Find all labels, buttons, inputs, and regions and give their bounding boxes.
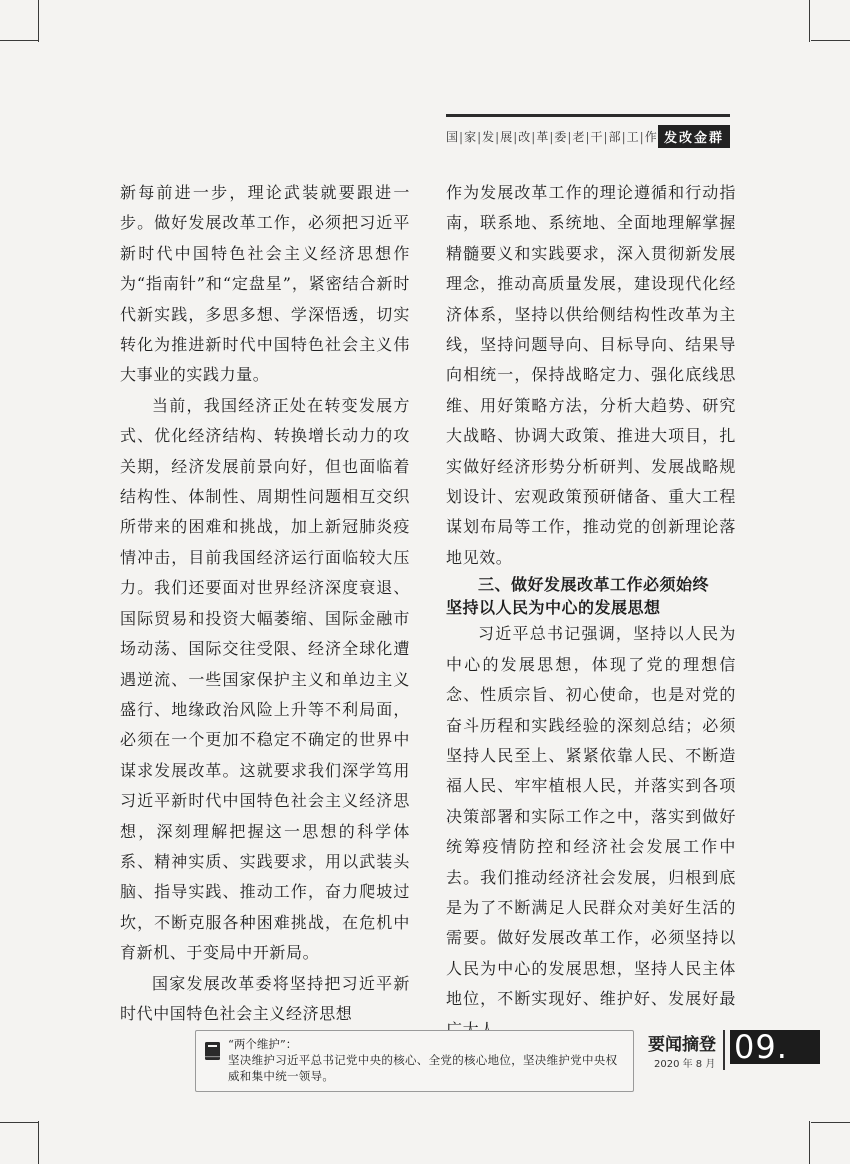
crop-mark xyxy=(0,40,38,41)
crop-mark xyxy=(0,1122,38,1123)
org-char: 作 xyxy=(644,129,657,144)
crop-mark xyxy=(811,40,850,41)
org-char: 革 xyxy=(536,129,549,144)
paragraph: 新每前进一步，理论武装就要跟进一步。做好发展改革工作，必须把习近平新时代中国特色社会主义经济思想作为“指南针”和“定盘星”，紧密结合新时代新实践，多思多想、学深悟透，切实转化为推进新时代中国特色社会主义伟大事业的实践力量。 xyxy=(120,183,410,385)
crop-mark xyxy=(38,0,39,42)
org-char: 老 xyxy=(572,129,585,144)
org-char: 干 xyxy=(590,129,603,144)
page-number: 09. xyxy=(730,1030,820,1064)
brand-logo: 发改金群 xyxy=(658,125,730,148)
organization-name xyxy=(446,128,657,145)
separator: | xyxy=(513,129,518,144)
left-column xyxy=(120,178,410,1029)
separator: | xyxy=(603,129,608,144)
crop-mark xyxy=(809,0,810,42)
footer-divider xyxy=(723,1030,725,1070)
crop-mark xyxy=(809,1121,810,1164)
separator: | xyxy=(531,129,536,144)
separator: | xyxy=(549,129,554,144)
separator: | xyxy=(459,129,464,144)
header-rule xyxy=(446,114,730,117)
org-char: 委 xyxy=(554,129,567,144)
org-char: 展 xyxy=(500,129,513,144)
org-char: 家 xyxy=(464,129,477,144)
issue-date: 2020 年 8 月 xyxy=(654,1059,716,1070)
crop-mark xyxy=(811,1122,850,1123)
note-title: “两个维护”： xyxy=(228,1037,298,1051)
org-char: 改 xyxy=(518,129,531,144)
separator: | xyxy=(639,129,644,144)
section-heading: 坚持以人民为中心的发展思想 xyxy=(446,598,661,618)
paragraph: 当前，我国经济正处在转变发展方式、优化经济结构、转换增长动力的攻关期，经济发展前景向好，但也面临着结构性、体制性、周期性问题相互交织所带来的困难和挑战，加上新冠肺炎疫情冲击，目前我国经济运行面临较大压力。我们还要面对世界经济深度衰退、国际贸易和投资大幅萎缩、国际金融市场动荡、国际交往受限、经济全球化遭遇逆流、一些国家保护主义和单边主义盛行、地缘政治风险上升等不利局面，必须在一个更加不稳定不确定的世界中谋求发展改革。这就要求我们深学笃用习近平新时代中国特色社会主义经济思想，深刻理解把握这一思想的科学体系、精神实质、实践要求，用以武装头脑、指导实践、推动工作，奋力爬坡过坎，不断克服各种困难挑战，在危机中育新机、于变局中开新局。 xyxy=(120,395,410,963)
section-label: 要闻摘登 xyxy=(648,1035,716,1055)
right-column xyxy=(446,178,736,1045)
org-char: 国 xyxy=(446,129,459,144)
running-header xyxy=(446,124,730,148)
crop-mark xyxy=(38,1121,39,1164)
separator: | xyxy=(585,129,590,144)
separator: | xyxy=(495,129,500,144)
note-text: 坚决维护习近平总书记党中央的核心、全党的核心地位，坚决维护党中央权威和集中统一领导。 xyxy=(228,1053,618,1083)
org-char: 工 xyxy=(626,129,639,144)
section-heading: 三、做好发展改革工作必须始终 xyxy=(478,575,710,595)
separator: | xyxy=(621,129,626,144)
paragraph: 作为发展改革工作的理论遵循和行动指南，联系地、系统地、全面地理解掌握精髓要义和实践要求，深入贯彻新发展理念，推动高质量发展，建设现代化经济体系，坚持以供给侧结构性改革为主线，坚持问题导向、目标导向、结果导向相统一，保持战略定力、强化底线思维、用好策略方法，分析大趋势、研究大战略、协调大政策、推进大项目，扎实做好经济形势分析研判、发展战略规划设计、宏观政策预研储备、重大工程谋划布局等工作，推动党的创新理论落地见效。 xyxy=(446,183,736,567)
paragraph: 习近平总书记强调，坚持以人民为中心的发展思想，体现了党的理想信念、性质宗旨、初心使命，也是对党的奋斗历程和实践经验的深刻总结；必须坚持人民至上、紧紧依靠人民、不断造福人民、牢牢植根人民，并落实到各项决策部署和实际工作之中，落实到做好统筹疫情防控和经济社会发展工作中去。我们推动经济社会发展，归根到底是为了不断满足人民群众对美好生活的需要。做好发展改革工作，必须坚持以人民为中心的发展思想，坚持人民主体地位，不断实现好、维护好、发展好最 xyxy=(446,624,736,1009)
org-char: 部 xyxy=(608,129,621,144)
org-char: 发 xyxy=(482,129,495,144)
glossary-note xyxy=(195,1030,634,1092)
separator: | xyxy=(567,129,572,144)
separator: | xyxy=(477,129,482,144)
book-icon xyxy=(204,1041,222,1061)
paragraph: 国家发展改革委将坚持把习近平新时代中国特色社会主义经济思想 xyxy=(120,973,410,1023)
